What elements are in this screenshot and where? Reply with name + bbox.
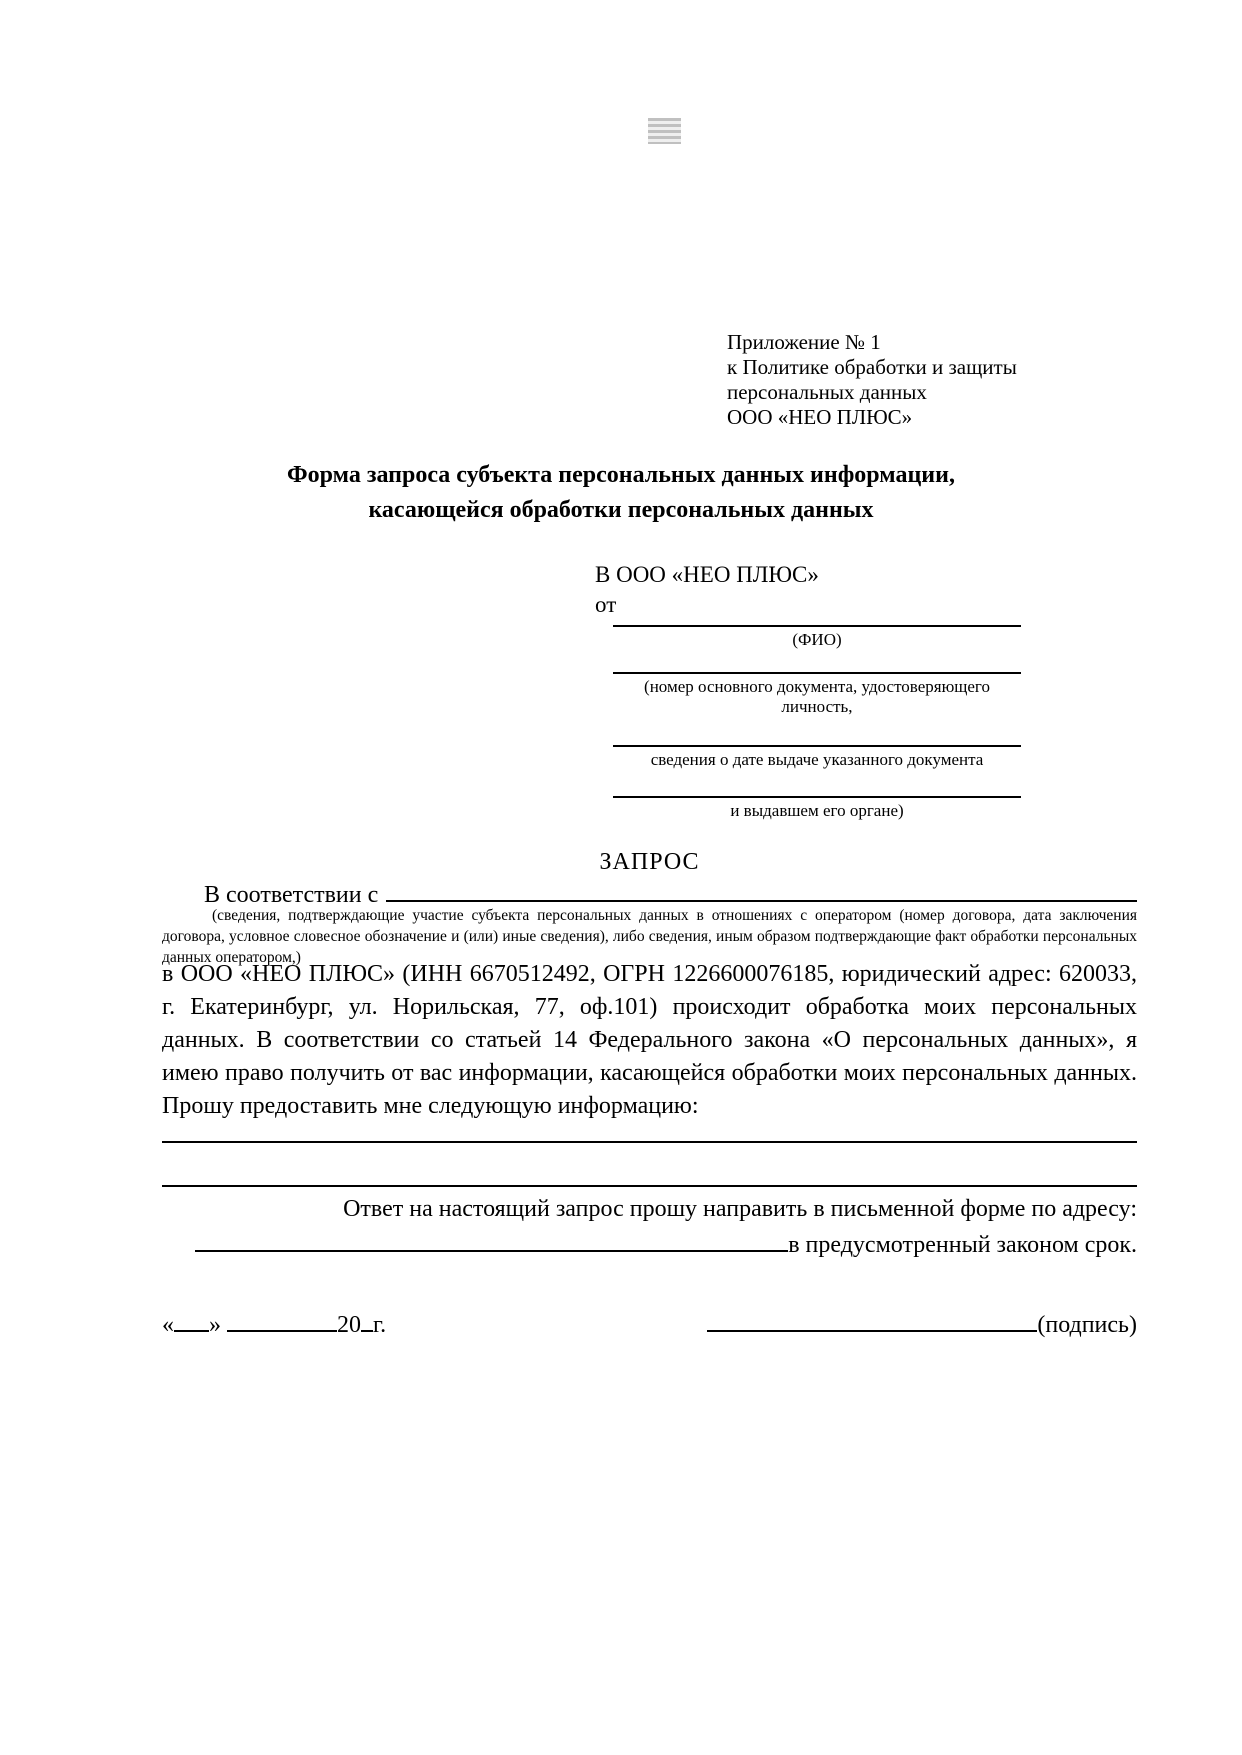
signature-group (707, 1312, 1137, 1339)
appendix-line: ООО «НЕО ПЛЮС» (727, 405, 913, 429)
day-blank-line (174, 1314, 209, 1332)
request-body-paragraph: в ООО «НЕО ПЛЮС» (ИНН 6670512492, ОГРН 1226600076185, юридический адрес: 620033, г. Екатеринбург, ул. Норильская, 77, оф.101) происходит обработка моих персональных данных. В соответствии со статьей 14 Федерального закона «О персональных данных», я имею право получить от вас информации, касающейся обработки моих персональных данных. Прошу предоставить мне следующую информацию: (162, 961, 1137, 1119)
signature-caption: (подпись) (1037, 1312, 1137, 1338)
appendix-header (727, 330, 1017, 430)
answer-blank-line-2 (162, 1185, 1137, 1187)
year-suffix: г. (373, 1312, 387, 1338)
document-thumbnail-icon (648, 118, 681, 144)
id-document-number-caption: (номер основного документа, удостоверяющего личность, (644, 677, 990, 716)
reply-tail-text: в предусмотренный законом срок. (788, 1232, 1137, 1258)
address-blank-line (195, 1226, 788, 1252)
intro-blank-line (386, 876, 1137, 902)
year-prefix: 20 (337, 1312, 361, 1338)
month-blank-line (227, 1314, 337, 1332)
id-document-issuer-caption: и выдавшем его органе) (730, 801, 904, 820)
request-heading: ЗАПРОС (599, 849, 700, 875)
reply-address-line (162, 1226, 1137, 1259)
appendix-line: Приложение № 1 (727, 330, 881, 354)
close-quote: » (209, 1312, 221, 1338)
reply-instruction: Ответ на настоящий запрос прошу направить в письменной форме по адресу: (343, 1196, 1137, 1222)
date-group (162, 1312, 386, 1339)
intro-label: В соответствии с (204, 882, 379, 908)
year-blank-line (361, 1314, 373, 1332)
addressee-from-label: от (595, 592, 617, 617)
page-title-line-1: Форма запроса субъекта персональных данных информации, (287, 462, 955, 488)
addressee-to: В ООО «НЕО ПЛЮС» (595, 562, 819, 587)
id-document-issuer-blank-field (613, 796, 1021, 821)
page-title (131, 458, 1111, 528)
appendix-line: персональных данных (727, 380, 927, 404)
appendix-line: к Политике обработки и защиты (727, 355, 1017, 379)
fio-caption: (ФИО) (792, 630, 842, 649)
addressee-fill-in-fields (613, 625, 1021, 821)
page-title-line-2: касающейся обработки персональных данных (368, 497, 874, 523)
fine-print-note: (сведения, подтверждающие участие субъекта персональных данных в отношениях с оператором (номер договора, дата заключения договора, условное словесное обозначение и (или) иные сведения), либо сведения, иным образом подтверждающие факт обработки персональных данных оператором,) (162, 907, 1137, 966)
id-document-number-blank-field (613, 672, 1021, 717)
fio-blank-field (613, 625, 1021, 650)
id-document-date-blank-field (613, 745, 1021, 770)
date-signature-row (162, 1312, 1137, 1339)
addressee-block (595, 560, 819, 620)
open-quote: « (162, 1312, 174, 1338)
answer-blank-line-1 (162, 1141, 1137, 1143)
signature-blank-line (707, 1314, 1037, 1332)
id-document-date-caption: сведения о дате выдаче указанного документа (650, 750, 984, 769)
